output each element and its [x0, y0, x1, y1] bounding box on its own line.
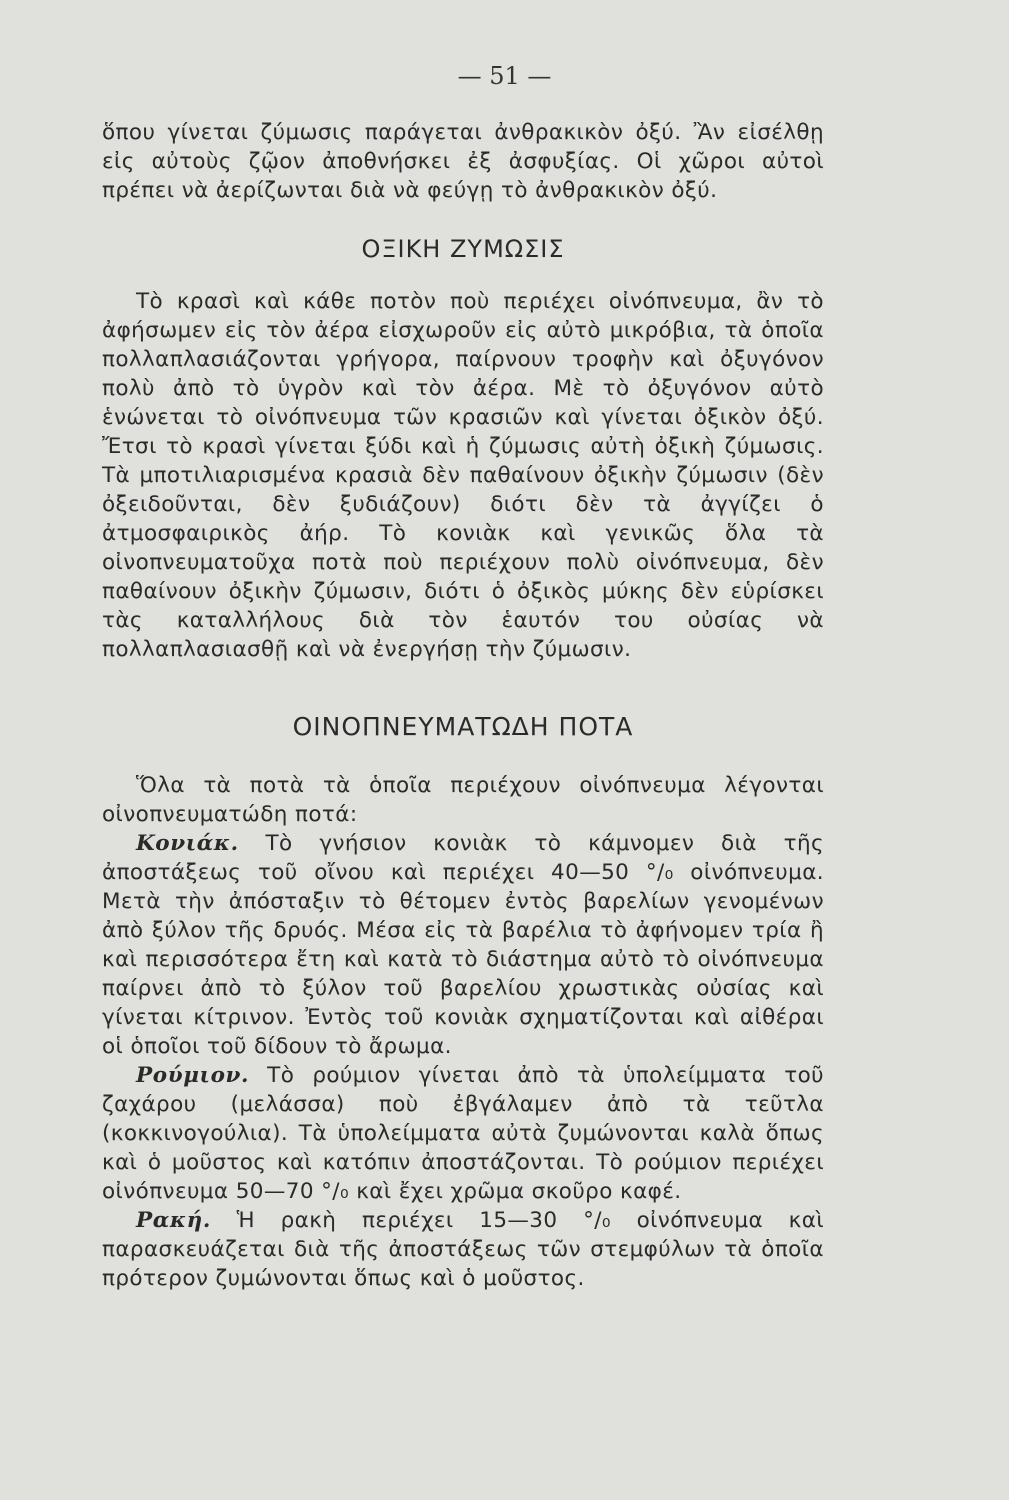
entry-rum-text: Τὸ ρούμιον γίνεται ἀπὸ τὰ ὑπολείμματα τοῦ ζαχάρου (μελάσσα) ποὺ ἐβγάλαμεν ἀπὸ τὰ τεῦτλα (κοκκινογούλια). Τὰ ὑπολείμματα αὐτὰ ζυμώνονται καλὰ ὅπως καὶ ὁ μοῦστος καὶ κατόπιν ἀποστάζονται. Τὸ ρούμιον περιέχει οἰνόπνευμα 50—70 °/₀ καὶ ἔχει χρῶμα σκοῦρο καφέ. — [102, 1063, 824, 1204]
entry-rum-term: Ρούμιον. — [136, 1063, 250, 1088]
entry-rum — [102, 1061, 824, 1206]
page-content — [102, 118, 824, 1293]
entry-cognac-text: Τὸ γνήσιον κονιὰκ τὸ κάμνομεν διὰ τῆς ἀποστάξεως τοῦ οἴνου καὶ περιέχει 40—50 °/₀ οἰνόπνευμα. Μετὰ τὴν ἀπόσταξιν τὸ θέτομεν ἐντὸς βαρελίων γενομένων ἀπὸ ξύλον τῆς δρυός. Μέσα εἰς τὰ βαρέλια τὸ ἀφήνομεν τρία ἢ καὶ περισσότερα ἔτη καὶ κατὰ τὸ διάστημα αὐτὸ τὸ οἰνόπνευμα παίρνει ἀπὸ τὸ ξύλον τοῦ βαρελίου χρωστικὰς οὐσίας καὶ γίνεται κίτρινον. Ἐντὸς τοῦ κονιὰκ σχηματίζονται καὶ αἰθέραι οἱ ὁποῖοι τοῦ δίδουν τὸ ἄρωμα. — [102, 831, 824, 1059]
alcoholic-drinks-intro: Ὅλα τὰ ποτὰ τὰ ὁποῖα περιέχουν οἰνόπνευμα λέγονται οἰνοπνευματώδη ποτά: — [102, 773, 824, 827]
entry-cognac-term: Κονιάκ. — [136, 831, 239, 856]
entry-raki-text: Ἡ ρακὴ περιέχει 15—30 °/₀ οἰνόπνευμα καὶ παρασκευάζεται διὰ τῆς ἀποστάξεως τῶν στεμφύλων τὰ ὁποῖα πρότερον ζυμώνονται ὅπως καὶ ὁ μοῦστος. — [102, 1208, 824, 1291]
entry-cognac — [102, 829, 824, 1061]
section-title-acetic-fermentation: ΟΞΙΚΗ ΖΥΜΩΣΙΣ — [361, 235, 565, 263]
entry-raki-term: Ρακή. — [136, 1208, 211, 1233]
section-title-alcoholic-drinks: ΟΙΝΟΠΝΕΥΜΑΤΩΔΗ ΠΟΤΑ — [292, 712, 634, 741]
acetic-fermentation-paragraph: Τὸ κρασὶ καὶ κάθε ποτὸν ποὺ περιέχει οἰνόπνευμα, ἂν τὸ ἀφήσωμεν εἰς τὸν ἀέρα εἰσχωροῦν εἰς αὐτὸ μικρόβια, τὰ ὁποῖα πολλαπλασιάζονται γρήγορα, παίρνουν τροφὴν καὶ ὀξυγόνον πολὺ ἀπὸ τὸ ὑγρὸν καὶ τὸν ἀέρα. Μὲ τὸ ὀξυγόνον αὐτὸ ἑνώνεται τὸ οἰνόπνευμα τῶν κρασιῶν καὶ γίνεται ὀξικὸν ὀξύ. Ἔτσι τὸ κρασὶ γίνεται ξύδι καὶ ἡ ζύμωσις αὐτὴ ὀξικὴ ζύμωσις. Τὰ μποτιλιαρισμένα κρασιὰ δὲν παθαίνουν ὀξικὴν ζύμωσιν (δὲν ὀξειδοῦνται, δὲν ξυδιάζουν) διότι δὲν τὰ ἀγγίζει ὁ ἀτμοσφαιρικὸς ἀήρ. Τὸ κονιὰκ καὶ γενικῶς ὅλα τὰ οἰνοπνευματοῦχα ποτὰ ποὺ περιέχουν πολὺ οἰνόπνευμα, δὲν παθαίνουν ὀξικὴν ζύμωσιν, διότι ὁ ὀξικὸς μύκης δὲν εὑρίσκει τὰς καταλλήλους διὰ τὸν ἑαυτόν του οὐσίας νὰ πολλαπλασιασθῇ καὶ νὰ ἐνεργήσῃ τὴν ζύμωσιν. — [102, 289, 824, 662]
intro-paragraph: ὅπου γίνεται ζύμωσις παράγεται ἀνθρακικὸν ὀξύ. Ἂν εἰσέλθῃ εἰς αὐτοὺς ζῷον ἀποθνήσκει ἐξ ἀσφυξίας. Οἱ χῶροι αὐτοὶ πρέπει νὰ ἀερίζωνται διὰ νὰ φεύγῃ τὸ ἀνθρακικὸν ὀξύ. — [102, 120, 824, 203]
entry-raki — [102, 1206, 824, 1293]
page-number: — 51 — — [457, 62, 552, 90]
